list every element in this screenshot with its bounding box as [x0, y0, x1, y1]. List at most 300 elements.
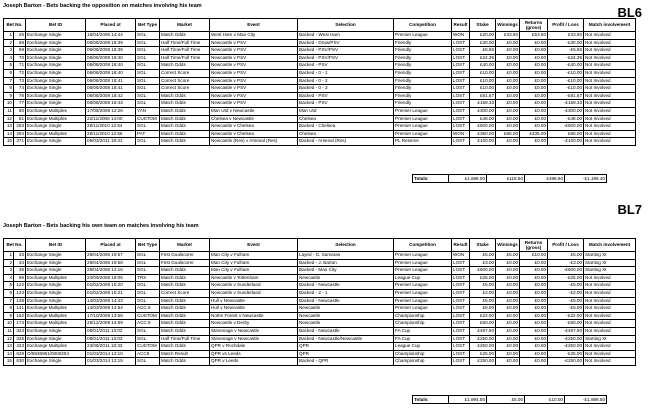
table-cell: 08/01/2011 13:03 — [86, 335, 136, 343]
table-cell: £0.00 — [496, 267, 520, 275]
table-cell: Championship — [394, 312, 452, 320]
table-cell: Backed - 2 - 1 — [298, 289, 394, 297]
table-cell: £0.00 — [520, 47, 548, 55]
table-cell: 11 — [4, 107, 14, 115]
table-cell: Premier League — [394, 282, 452, 290]
table-cell: Championship — [394, 320, 452, 328]
table-cell: Backed - Draw/PSV — [298, 39, 394, 47]
table-cell: -£25.00 — [548, 274, 584, 282]
table-cell: Not Involved — [584, 123, 636, 131]
table-cell: Exchange Single — [26, 47, 86, 55]
table-row — [4, 289, 636, 297]
table-cell: Backed - PSV/PSV — [298, 54, 394, 62]
bl6-code: BL6 — [617, 5, 642, 20]
table-row — [4, 267, 636, 275]
table-cell: Match Odds — [160, 32, 210, 40]
table-cell: £0.00 — [520, 289, 548, 297]
table-cell: 4 — [4, 274, 14, 282]
table-cell: £0.00 — [496, 259, 520, 267]
table-cell: LOST — [452, 297, 470, 305]
table-cell: £0.00 — [496, 289, 520, 297]
table-cell: Backed - West Ham — [298, 32, 394, 40]
table-cell: Backed - QPR — [298, 358, 394, 366]
table-cell: £48.00 — [470, 115, 496, 123]
table-cell: ACC9 — [136, 350, 160, 358]
table-cell: 73 — [14, 77, 26, 85]
table-cell: -£250.00 — [548, 343, 584, 351]
table-cell: £50.00 — [470, 320, 496, 328]
table-cell: Not Involved — [584, 69, 636, 77]
header-cell: Profit / Loss — [548, 239, 584, 252]
table-cell: £0.00 — [520, 358, 548, 366]
table-cell: Man Utd v Newcastle — [210, 107, 298, 115]
totals-label: Totals: — [413, 396, 449, 404]
bl7-totals — [412, 395, 607, 404]
table-cell: Not Involved — [584, 282, 636, 290]
table-cell: -£300.00 — [548, 107, 584, 115]
table-cell: £0.00 — [496, 47, 520, 55]
table-cell: 294 — [14, 130, 26, 138]
table-cell: Match Odds — [160, 115, 210, 123]
table-cell: Exchange Single — [26, 100, 86, 108]
table-cell: 06/08/2008 18:40 — [86, 69, 136, 77]
table-row — [4, 274, 636, 282]
table-cell: SGL — [136, 289, 160, 297]
table-cell: 10 — [4, 100, 14, 108]
table-cell: Newcastle v Sunderland — [210, 282, 298, 290]
table-cell: 8 — [4, 85, 14, 93]
table-cell: 28/04/2006 19:57 — [86, 252, 136, 260]
header-cell: Stake — [470, 239, 496, 252]
table-cell: 68 — [14, 39, 26, 47]
table-cell: Not Involved — [584, 305, 636, 313]
table-cell: £53.60 — [520, 32, 548, 40]
table-cell: Exchange Single — [26, 259, 86, 267]
table-row — [4, 343, 636, 351]
table-row — [4, 259, 636, 267]
table-cell: Half Time/Full Time — [160, 39, 210, 47]
table-cell: Newcastle v PSV — [210, 54, 298, 62]
table-cell: 77 — [14, 100, 26, 108]
table-cell: Friendly — [394, 100, 452, 108]
table-cell: 13 — [4, 123, 14, 131]
table-cell: Exchange Single — [26, 327, 86, 335]
table-cell: £0.00 — [496, 274, 520, 282]
table-cell: £0.00 — [520, 274, 548, 282]
table-row — [4, 115, 636, 123]
table-cell: Match Odds — [160, 358, 210, 366]
table-cell: SGL — [136, 267, 160, 275]
table-cell: Friendly — [394, 92, 452, 100]
table-cell: £0.00 — [520, 327, 548, 335]
table-cell: 33 — [14, 252, 26, 260]
table-cell: £600.00 — [470, 267, 496, 275]
table-cell: -£3.00 — [548, 259, 584, 267]
table-cell: QPR v Rochdale — [210, 343, 298, 351]
table-cell: Exchange Multiples — [26, 343, 86, 351]
header-cell: Returns (gross) — [520, 19, 548, 32]
table-cell: £24.35 — [470, 54, 496, 62]
table-cell: 423 — [14, 343, 26, 351]
table-cell: SGL — [136, 54, 160, 62]
table-cell: Not Involved — [584, 115, 636, 123]
table-cell: £0.00 — [520, 138, 548, 146]
table-cell: Backed - Man City — [298, 267, 394, 275]
table-cell: LOST — [452, 123, 470, 131]
table-cell: £3.00 — [470, 259, 496, 267]
table-cell: £30.00 — [470, 39, 496, 47]
table-cell: -£250.00 — [548, 335, 584, 343]
totals-winnings: £118.60 — [487, 175, 525, 183]
table-cell: Half Time/Full Time — [160, 47, 210, 55]
table-cell: SGL — [136, 92, 160, 100]
table-cell: 24/09/2008 18:05 — [86, 274, 136, 282]
table-cell: 6 — [4, 289, 14, 297]
table-cell: SGL — [136, 327, 160, 335]
table-cell: Friendly — [394, 69, 452, 77]
header-cell: Profit / Loss — [548, 19, 584, 32]
table-cell: Exchange Multiples — [26, 107, 86, 115]
table-cell: -£81.67 — [548, 92, 584, 100]
table-cell: Backed - PSV/PSV — [298, 47, 394, 55]
table-cell: £250.00 — [470, 335, 496, 343]
table-cell: £0.00 — [496, 69, 520, 77]
header-row — [4, 239, 636, 252]
table-cell: £0.00 — [496, 312, 520, 320]
table-cell: 324 — [14, 327, 26, 335]
table-cell: Championship — [394, 350, 452, 358]
table-cell: Backed - J. Barton — [298, 259, 394, 267]
table-cell: £85.00 — [548, 130, 584, 138]
table-cell: 14 — [4, 350, 14, 358]
totals-winnings: £5.00 — [487, 396, 525, 404]
table-cell: SGL — [136, 62, 160, 70]
table-cell: £100.00 — [470, 138, 496, 146]
table-cell: -£2.00 — [548, 289, 584, 297]
header-cell: Bet No. — [4, 239, 26, 252]
table-cell: LOST — [452, 350, 470, 358]
table-cell: SGL — [136, 282, 160, 290]
table-cell: £0.00 — [520, 267, 548, 275]
table-cell: Backed - Newcastle — [298, 297, 394, 305]
totals-profit: -£1,989.50 — [565, 396, 607, 404]
table-cell: £0.00 — [496, 115, 520, 123]
table-cell: LOST — [452, 100, 470, 108]
table-cell: £250.00 — [470, 358, 496, 366]
header-cell: Winnings — [496, 19, 520, 32]
table-cell: £0.00 — [520, 282, 548, 290]
table-row — [4, 54, 636, 62]
table-cell: LOST — [452, 358, 470, 366]
table-cell: £350.00 — [470, 130, 496, 138]
table-cell: -£500.00 — [548, 123, 584, 131]
table-cell: 06/08/2008 18:39 — [86, 39, 136, 47]
table-cell: Correct Score — [160, 85, 210, 93]
table-cell: Match Odds — [160, 92, 210, 100]
table-cell: 2 — [4, 259, 14, 267]
table-cell: -£497.50 — [548, 327, 584, 335]
table-cell: £40.00 — [470, 62, 496, 70]
table-cell: LOST — [452, 274, 470, 282]
table-cell: LOST — [452, 69, 470, 77]
table-cell: £0.00 — [520, 305, 548, 313]
table-row — [4, 358, 636, 366]
table-cell: SGL — [136, 77, 160, 85]
table-cell: PL Reserve — [394, 138, 452, 146]
table-cell: Starting XI — [584, 335, 636, 343]
table-cell: -£30.00 — [548, 39, 584, 47]
table-cell: -£600.00 — [548, 267, 584, 275]
table-cell: £0.00 — [496, 327, 520, 335]
totals-label: Totals: — [413, 175, 449, 183]
table-cell: Newcastle v Sunderland — [210, 289, 298, 297]
table-cell: Backed - Arsenal (Res) — [298, 138, 394, 146]
table-cell: Newcastle (Res) v Arsenal (Res) — [210, 138, 298, 146]
table-cell: 81 — [14, 115, 26, 123]
table-cell: £0.00 — [496, 92, 520, 100]
table-cell: -£22.00 — [548, 312, 584, 320]
table-row — [4, 320, 636, 328]
table-cell: 2 — [4, 39, 14, 47]
table-cell: SGL — [136, 259, 160, 267]
table-cell: 08/01/2011 13:02 — [86, 327, 136, 335]
table-cell: Not Involved — [584, 62, 636, 70]
table-cell: £250.00 — [470, 343, 496, 351]
table-cell: LOST — [452, 343, 470, 351]
table-cell: £0.00 — [520, 343, 548, 351]
table-cell: £0.00 — [496, 320, 520, 328]
table-cell: £0.00 — [520, 77, 548, 85]
header-cell: Market — [160, 239, 210, 252]
table-cell: £33.60 — [496, 32, 520, 40]
table-cell: FA Cup — [394, 327, 452, 335]
table-cell: 293 — [14, 123, 26, 131]
header-cell: Bet ID — [26, 239, 86, 252]
table-cell: 01/02/2009 15:21 — [86, 289, 136, 297]
table-cell: Not Involved — [584, 358, 636, 366]
table-cell: £0.00 — [496, 358, 520, 366]
bl7-title: Joseph Barton - Bets backing his own team on matches involving his team — [3, 223, 199, 229]
table-cell: Not Involved — [584, 85, 636, 93]
table-cell: Backed - 0 - 2 — [298, 77, 394, 85]
table-cell: Not Involved — [584, 77, 636, 85]
table-cell: First Goalscorer — [160, 259, 210, 267]
table-cell: £0.00 — [496, 123, 520, 131]
table-cell: -£5.00 — [548, 297, 584, 305]
table-row — [4, 138, 636, 146]
table-cell: SGL — [136, 358, 160, 366]
header-cell: Bet Type — [136, 19, 160, 32]
table-cell: 325 — [14, 335, 26, 343]
table-cell: £0.00 — [520, 115, 548, 123]
table-cell: -£5.00 — [548, 282, 584, 290]
table-cell: 34 — [14, 259, 26, 267]
bl7-table — [3, 238, 636, 366]
table-cell: LOST — [452, 115, 470, 123]
table-cell: 06/08/2008 18:39 — [86, 47, 136, 55]
table-cell: LOST — [452, 259, 470, 267]
table-cell: Friendly — [394, 62, 452, 70]
table-cell: Man Utd — [298, 107, 394, 115]
table-cell: Not Involved — [584, 32, 636, 40]
table-cell: LOST — [452, 107, 470, 115]
table-cell: Match Odds — [160, 62, 210, 70]
table-cell: 10 — [4, 320, 14, 328]
table-cell: 28/12/2009 14:59 — [86, 320, 136, 328]
table-cell: 17/10/2009 13:56 — [86, 312, 136, 320]
table-cell: 23/08/2011 18:33 — [86, 343, 136, 351]
table-cell: £158.33 — [470, 100, 496, 108]
table-cell: £5.00 — [496, 252, 520, 260]
table-cell: SGL — [136, 69, 160, 77]
table-cell: LOST — [452, 138, 470, 146]
table-cell: £0.00 — [496, 77, 520, 85]
table-cell: Exchange Multiples — [26, 274, 86, 282]
table-cell: 1 — [4, 252, 14, 260]
table-cell: Not Involved — [584, 130, 636, 138]
table-cell: 629 — [14, 350, 26, 358]
table-cell: 8 — [4, 305, 14, 313]
table-cell: 69 — [14, 47, 26, 55]
table-cell: £0.00 — [520, 54, 548, 62]
table-cell: £0.00 — [496, 305, 520, 313]
table-row — [4, 130, 636, 138]
header-row — [4, 19, 636, 32]
table-cell: CUSTOM — [136, 115, 160, 123]
table-cell: Newcastle v PSV — [210, 39, 298, 47]
table-cell: Not Involved — [584, 107, 636, 115]
table-cell: Exchange Single — [26, 335, 86, 343]
table-cell: Premier League — [394, 305, 452, 313]
table-cell: £0.00 — [520, 297, 548, 305]
table-cell: SGL — [136, 47, 160, 55]
bl7-code: BL7 — [617, 202, 642, 217]
table-cell: Stevenage v Newcastle — [210, 327, 298, 335]
table-cell: £0.00 — [496, 350, 520, 358]
table-cell: £435.00 — [520, 130, 548, 138]
table-cell: Half Time/Full Time — [160, 335, 210, 343]
table-cell: 11 — [4, 327, 14, 335]
table-cell: 71 — [14, 62, 26, 70]
header-cell: Bet ID — [26, 19, 86, 32]
table-cell: Match Odds — [160, 343, 210, 351]
table-cell: Chelsea — [298, 130, 394, 138]
table-cell: 22/11/2008 14:00 — [86, 115, 136, 123]
table-cell: LOST — [452, 289, 470, 297]
table-cell: QPR vs Leeds — [210, 350, 298, 358]
table-row — [4, 350, 636, 358]
table-cell: £5.00 — [470, 252, 496, 260]
table-cell: £5.00 — [470, 282, 496, 290]
table-cell: 95 — [14, 274, 26, 282]
totals-row — [413, 396, 607, 404]
table-cell: Premier League — [394, 123, 452, 131]
table-cell: Not Involved — [584, 289, 636, 297]
table-cell: Chelsea — [298, 115, 394, 123]
table-cell: Backed - Chelsea — [298, 123, 394, 131]
table-cell: 15/04/2006 14:44 — [86, 32, 136, 40]
table-cell: Hull v Newcastle — [210, 305, 298, 313]
table-cell: Match Odds — [160, 320, 210, 328]
table-cell: 123 — [14, 289, 26, 297]
table-cell: £0.00 — [496, 85, 520, 93]
table-cell: Not Involved — [584, 350, 636, 358]
table-cell: 15 — [4, 138, 14, 146]
table-cell: Exchange Multiples — [26, 320, 86, 328]
table-cell: Newcastle — [298, 305, 394, 313]
table-cell: Backed - 0 - 3 — [298, 85, 394, 93]
table-cell: Premier League — [394, 32, 452, 40]
table-cell: LOST — [452, 85, 470, 93]
table-cell: £2.00 — [470, 289, 496, 297]
table-cell: £0.00 — [496, 39, 520, 47]
table-row — [4, 252, 636, 260]
table-cell: Not Involved — [584, 327, 636, 335]
table-cell: -£158.33 — [548, 100, 584, 108]
table-cell: 01/03/2014 12:15 — [86, 358, 136, 366]
header-cell: Event — [210, 19, 298, 32]
table-cell: Exchange Single — [26, 358, 86, 366]
table-cell: LOST — [452, 267, 470, 275]
table-cell: £10.00 — [470, 85, 496, 93]
table-cell: £85.00 — [496, 130, 520, 138]
table-cell: Match Odds — [160, 297, 210, 305]
table-row — [4, 123, 636, 131]
table-row — [4, 77, 636, 85]
table-cell: Not Involved — [584, 320, 636, 328]
table-cell: LOST — [452, 305, 470, 313]
table-cell: £0.00 — [520, 320, 548, 328]
table-cell: Chelsea v Newcastle — [210, 115, 298, 123]
header-cell: Match involvement — [584, 239, 636, 252]
table-cell: Newcastle — [298, 320, 394, 328]
table-cell: 06/08/2008 18:40 — [86, 54, 136, 62]
header-cell: Selection — [298, 239, 394, 252]
table-cell: Newcastle v PSV — [210, 77, 298, 85]
table-cell: PAT — [136, 130, 160, 138]
totals-profit: -£1,199.40 — [565, 175, 607, 183]
table-cell: -£40.00 — [548, 62, 584, 70]
table-cell: Exchange Single — [26, 39, 86, 47]
table-cell: 28/11/2010 12:54 — [86, 123, 136, 131]
table-cell: 9 — [4, 312, 14, 320]
table-cell: £10.00 — [520, 252, 548, 260]
table-cell: Exchange Single — [26, 92, 86, 100]
table-cell: 630 — [14, 358, 26, 366]
table-cell: 28/11/2010 12:55 — [86, 130, 136, 138]
table-cell: Not Involved — [584, 274, 636, 282]
table-cell: Exchange Single — [26, 297, 86, 305]
table-cell: 06/08/2008 18:41 — [86, 85, 136, 93]
header-cell: Competition — [394, 239, 452, 252]
table-cell: Backed - Newcastle/Newcastle — [298, 335, 394, 343]
table-cell: Not Involved — [584, 343, 636, 351]
table-cell: LOST — [452, 62, 470, 70]
table-cell: £33.60 — [548, 32, 584, 40]
table-cell: 12 — [4, 335, 14, 343]
table-cell: -£10.00 — [548, 69, 584, 77]
table-cell: 14/03/2009 14:43 — [86, 297, 136, 305]
table-cell: Match Odds — [160, 327, 210, 335]
table-cell: £0.00 — [520, 259, 548, 267]
table-cell: Premier League — [394, 130, 452, 138]
header-cell: Placed at — [86, 19, 136, 32]
table-cell: 72 — [14, 69, 26, 77]
table-cell: First Goalscorer — [160, 252, 210, 260]
table-cell: Not Involved — [584, 138, 636, 146]
table-cell: 7 — [4, 77, 14, 85]
table-cell: Not Involved — [584, 100, 636, 108]
